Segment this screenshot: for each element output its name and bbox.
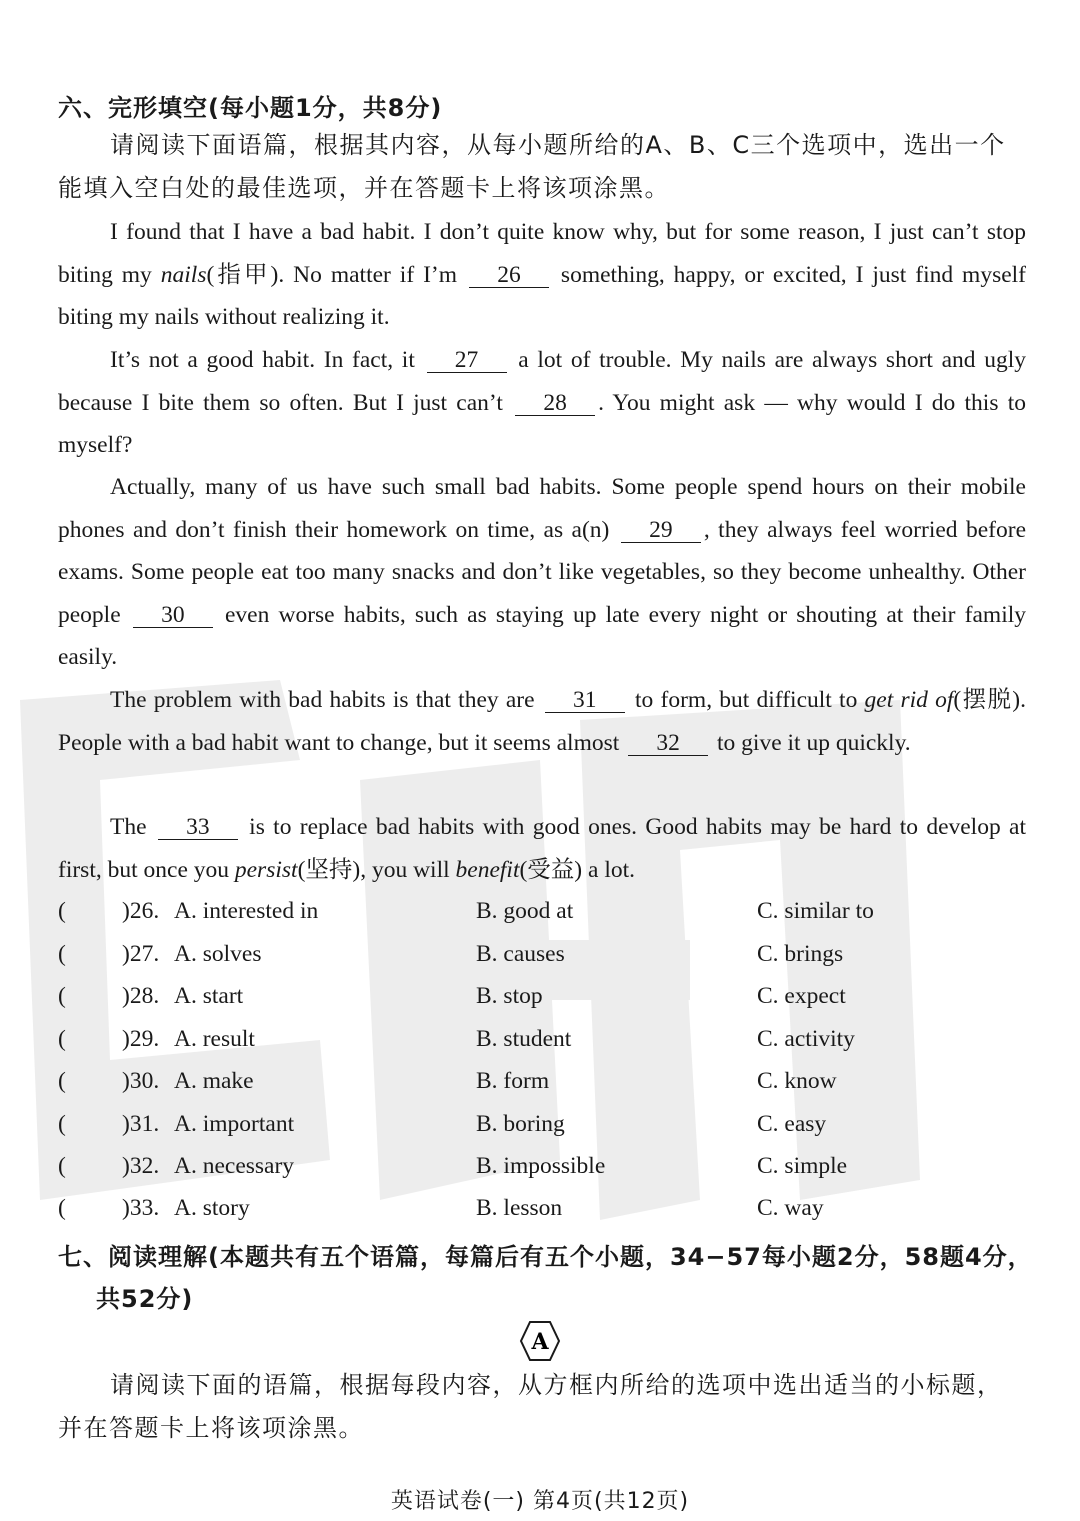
section7-instruction: 请阅读下面的语篇，根据每段内容，从方框内所给的选项中选出适当的小标题，并在答题卡上将该项涂黑。 xyxy=(58,1371,1003,1442)
question-27-options xyxy=(58,941,1026,983)
option-b: B. stop xyxy=(476,983,543,1009)
question-number: )33. xyxy=(122,1195,160,1221)
option-c: C. simple xyxy=(757,1153,848,1179)
answer-paren: ( xyxy=(58,1068,66,1094)
answer-paren: ( xyxy=(58,898,66,924)
passage-paragraph-5 xyxy=(58,806,1026,891)
text-run: (摆脱). People with a bad habit want to change, but it seems almost xyxy=(58,687,1026,756)
option-a: A. make xyxy=(174,1068,254,1094)
section7-title-line1: 七、阅读理解(本题共有五个语篇，每篇后有五个小题，34−57每小题2分，58题4分， xyxy=(58,1243,1033,1271)
text-run: to form, but difficult to xyxy=(627,687,865,713)
answer-paren: ( xyxy=(58,941,66,967)
option-b: B. lesson xyxy=(476,1195,563,1221)
option-a: A. solves xyxy=(174,941,262,967)
passage-paragraph-1 xyxy=(58,211,1026,339)
blank-29: 29 xyxy=(621,518,701,543)
question-number: )26. xyxy=(122,898,160,924)
passage-label-badge xyxy=(519,1320,561,1362)
passage-paragraph-3 xyxy=(58,466,1026,679)
page-footer: 英语试卷(一) 第4页(共12页) xyxy=(390,1489,690,1514)
text-run: The problem with bad habits is that they are xyxy=(110,687,542,713)
glossed-word: benefit xyxy=(455,856,520,883)
blank-33: 33 xyxy=(158,815,238,840)
text-run: to give it up quickly. xyxy=(711,729,911,756)
answer-paren: ( xyxy=(58,983,66,1009)
question-26-options xyxy=(58,898,1026,940)
question-30-options xyxy=(58,1068,1026,1110)
option-b: B. student xyxy=(476,1026,572,1052)
blank-26: 26 xyxy=(469,263,549,288)
text-run: is to replace bad habits with good ones. Good habits may be hard to develop at first, but once you xyxy=(58,814,1026,883)
answer-paren: ( xyxy=(58,1195,66,1221)
glossed-word: nails xyxy=(160,261,207,288)
option-c: C. activity xyxy=(757,1026,855,1052)
text-run: I found that I have a bad habit. I don’t quite know why, but for some reason, I just can’t stop biting my xyxy=(58,219,1026,288)
blank-31: 31 xyxy=(545,688,625,713)
question-33-options xyxy=(58,1195,1026,1237)
option-c: C. way xyxy=(757,1195,824,1221)
answer-paren: ( xyxy=(58,1026,66,1052)
text-run: even worse habits, such as staying up late every night or shouting at their family easily. xyxy=(58,601,1027,671)
text-run: It’s not a good habit. In fact, it xyxy=(110,347,424,373)
glossed-phrase: get rid of xyxy=(864,687,954,713)
question-number: )31. xyxy=(122,1111,160,1137)
text-run: Actually, many of us have such small bad habits. Some people spend hours on their mobile phones and don’t finish their homework on time, as a(n) xyxy=(58,474,1026,543)
blank-32: 32 xyxy=(628,731,708,756)
option-a: A. result xyxy=(174,1026,255,1052)
question-number: )30. xyxy=(122,1068,160,1094)
text-run: (受益) a lot. xyxy=(519,856,635,883)
option-b: B. form xyxy=(476,1068,550,1094)
answer-paren: ( xyxy=(58,1153,66,1179)
option-b: B. causes xyxy=(476,941,565,967)
blank-30: 30 xyxy=(133,603,213,628)
glossed-word: persist xyxy=(234,856,298,883)
option-c: C. brings xyxy=(757,941,844,967)
text-run: . You might ask — why would I do this to myself? xyxy=(58,389,1026,459)
option-b: B. good at xyxy=(476,898,574,924)
option-c: C. know xyxy=(757,1068,837,1094)
option-a: A. interested in xyxy=(174,898,319,924)
text-run: a lot of trouble. My nails are always short and ugly because I bite them so often. But I just can’t xyxy=(58,347,1026,416)
blank-28: 28 xyxy=(515,391,595,416)
passage-paragraph-2 xyxy=(58,339,1026,467)
question-number: )27. xyxy=(122,941,160,967)
answer-paren: ( xyxy=(58,1111,66,1137)
option-a: A. story xyxy=(174,1195,250,1221)
option-a: A. important xyxy=(174,1111,295,1137)
option-a: A. start xyxy=(174,983,244,1009)
section7-title-line2: 共52分) xyxy=(96,1285,194,1313)
blank-27: 27 xyxy=(427,348,507,373)
option-c: C. similar to xyxy=(757,898,874,924)
question-31-options xyxy=(58,1111,1026,1153)
passage-label: A xyxy=(531,1329,549,1355)
option-c: C. expect xyxy=(757,983,846,1009)
text-run: (坚持), you will xyxy=(297,856,456,883)
question-28-options xyxy=(58,983,1026,1025)
option-c: C. easy xyxy=(757,1111,827,1137)
question-number: )29. xyxy=(122,1026,160,1052)
text-run: (指甲). No matter if I’m xyxy=(206,261,466,288)
text-run: The xyxy=(110,814,155,840)
passage-paragraph-4 xyxy=(58,679,1026,764)
question-32-options xyxy=(58,1153,1026,1195)
question-29-options xyxy=(58,1026,1026,1068)
section6-instruction: 请阅读下面语篇，根据其内容，从每小题所给的A、B、C三个选项中，选出一个能填入空白处的最佳选项，并在答题卡上将该项涂黑。 xyxy=(58,131,1006,202)
section6-title: 六、完形填空(每小题1分，共8分) xyxy=(58,94,443,122)
option-a: A. necessary xyxy=(174,1153,295,1179)
option-b: B. impossible xyxy=(476,1153,606,1179)
question-number: )28. xyxy=(122,983,160,1009)
text-run: something, happy, or excited, I just find myself biting my nails without realizing it. xyxy=(58,261,1027,331)
option-b: B. boring xyxy=(476,1111,565,1137)
text-run: , they always feel worried before exams. Some people eat too many snacks and don’t like vegetables, so they become unhealthy. Other people xyxy=(58,516,1026,628)
question-number: )32. xyxy=(122,1153,160,1179)
